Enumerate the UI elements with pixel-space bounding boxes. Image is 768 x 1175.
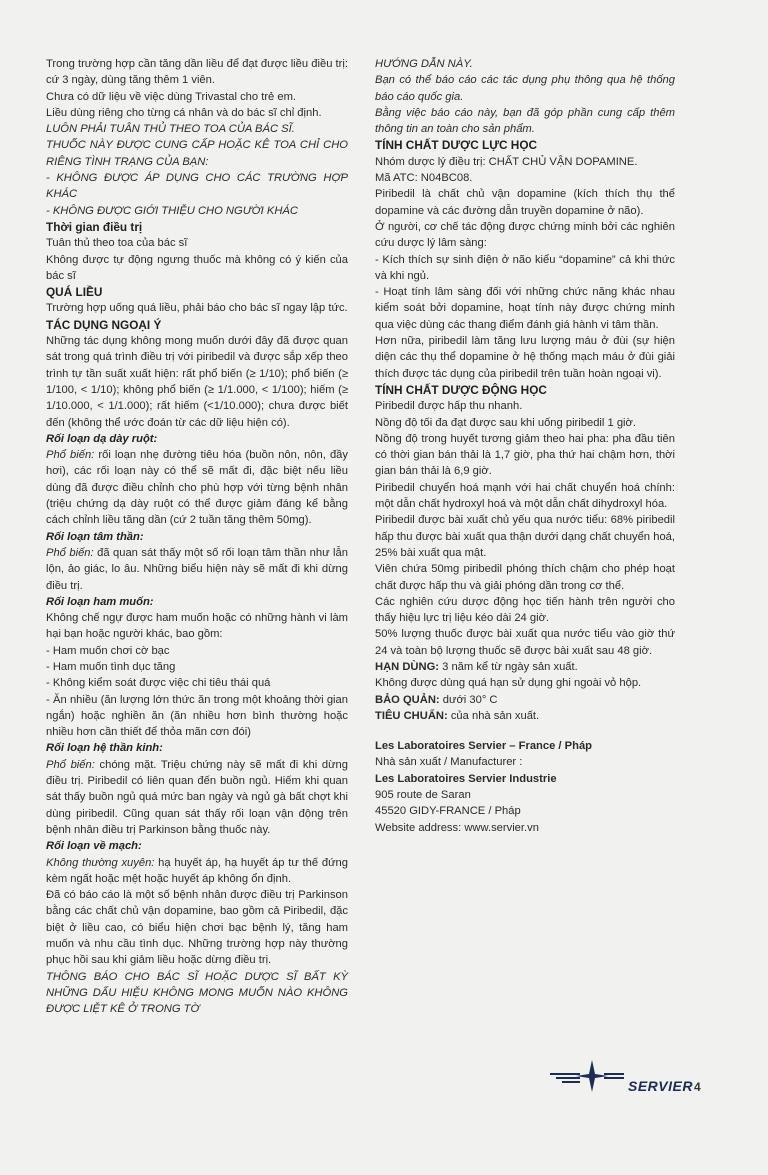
- shelf-life: [375, 659, 675, 675]
- mechanism-item-2: - Hoạt tính lâm sàng đối với những chức năng khác nhau kiểm soát bởi dopamine, hoạt tính này được chứng minh qua việc dùng các thang điểm đánh giá hành vi tâm thần.: [375, 286, 675, 331]
- metabolism-text: Piribedil chuyển hoá mạnh với hai chất chuyển hoá chính: một dẫn chất hydroxyl hoá và một dẫn chất dihydroxyl hóa.: [375, 481, 675, 511]
- piribedil-description: Piribedil là chất chủ vận dopamine (kích thích thụ thể dopamine và các đường dẫn truyền dopamine ở não).: [375, 188, 675, 217]
- impulse-disorders-heading: Rối loạn ham muốn:: [46, 595, 154, 608]
- frequency-label: Phổ biến:: [46, 758, 95, 771]
- website-address: Website address: www.servier.vn: [375, 821, 539, 834]
- nervous-system-text: [46, 757, 348, 838]
- frequency-label: Phổ biến:: [46, 449, 95, 462]
- company-name-text: Les Laboratoires Servier – France / Pháp: [375, 740, 593, 753]
- overdose-text: Trường hợp uống quá liều, phải báo cho bác sĩ ngay lập tức.: [46, 302, 348, 315]
- treatment-duration-heading: Thời gian điều trị: [46, 219, 143, 234]
- nervous-system-body: chóng mặt. Triệu chứng này sẽ mất đi khi dừng điều trị. Piribedil có liên quan đến buồn ngủ. Hiếm khi quan sát thấy buồn ngủ quá mức ban ngày và ngủ gà bất chợt khi dùng piribedil. Cũng quan sát thấy rối loạn vận động trên bệnh nhân điều trị Parkinson bằng thuốc này.: [46, 758, 349, 836]
- treatment-duration-text-1: Tuân thủ theo toa của bác sĩ: [46, 237, 188, 250]
- servier-star-icon: [548, 1056, 626, 1096]
- side-effects-heading: TÁC DỤNG NGOẠI Ý: [46, 317, 162, 332]
- shelf-life-label: HẠN DÙNG:: [375, 660, 440, 673]
- address-street: 905 route de Saran: [375, 789, 471, 802]
- pharmacokinetics-heading: TÍNH CHẤT DƯỢC ĐỘNG HỌC: [375, 382, 547, 397]
- standard-value: của nhà sản xuất.: [447, 709, 540, 722]
- impulse-item-gambling: - Ham muốn chơi cờ bạc: [46, 644, 170, 657]
- impulse-disorders-intro: Không chế ngự được ham muốn hoặc có những hành vi làm hại bạn hoặc người khác, bao gồm:: [46, 612, 348, 641]
- manufacturer-name: [375, 771, 675, 787]
- duration-effect-text: Các nghiên cứu dược động học tiến hành trên người cho thấy hiệu lực trị liệu kéo dài 24 giờ.: [375, 595, 675, 625]
- individual-dose-text: Liều dùng riêng cho từng cá nhân và do bác sĩ chỉ định.: [46, 106, 322, 119]
- impulse-item-spending: - Không kiểm soát được việc chi tiêu thái quá: [46, 677, 271, 690]
- storage: [375, 692, 675, 708]
- impulse-item-eating: - Ăn nhiều (ăn lượng lớn thức ăn trong một khoảng thời gian ngắn) hoặc nghiền ăn (ăn nhiều hơn bình thường hoặc nhiều hơn cần thiết để thỏa mãn cơn đói): [46, 693, 348, 739]
- no-other-cases-warning: - KHÔNG ĐƯỢC ÁP DỤNG CHO CÁC TRƯỜNG HỢP KHÁC: [46, 172, 348, 201]
- no-sharing-warning: - KHÔNG ĐƯỢC GIỚI THIỆU CHO NGƯỜI KHÁC: [46, 204, 298, 217]
- expiry-warning: Không được dùng quá hạn sử dụng ghi ngoài vỏ hộp.: [375, 677, 642, 690]
- atc-code: Mã ATC: N04BC08.: [375, 172, 473, 185]
- children-data-text: Chưa có dữ liệu về việc dùng Trivastal cho trẻ em.: [46, 90, 297, 103]
- psychiatric-disorders-body: đã quan sát thấy một số rối loạn tâm thần như lẫn lộn, ảo giác, lo âu. Những biểu hiện này sẽ mất đi khi dừng điều trị.: [46, 546, 348, 592]
- standard: [375, 708, 675, 724]
- release-text: Viên chứa 50mg piribedil phóng thích chậm cho phép hoạt chất được hấp thu và giải phóng dần trong cơ thể.: [375, 563, 675, 592]
- elimination-text: 50% lượng thuốc được bài xuất qua nước tiểu vào giờ thứ 24 và toàn bộ lượng thuốc sẽ được bài xuất sau 48 giờ.: [375, 628, 675, 657]
- national-reporting-text: Bạn có thể báo cáo các tác dụng phụ thông qua hệ thống báo cáo quốc gia.: [375, 74, 675, 103]
- psychiatric-disorders-heading: Rối loạn tâm thần:: [46, 530, 144, 543]
- mechanism-item-1: - Kích thích sự sinh điện ở não kiểu “dopamine” cả khi thức và khi ngủ.: [375, 253, 675, 282]
- follow-prescription-warning: LUÔN PHẢI TUÂN THỦ THEO TOA CỦA BÁC SĨ.: [46, 123, 295, 136]
- half-life-text: Nồng độ trong huyết tương giảm theo hai pha: pha đầu tiên có thời gian bán thải là 1,7 giờ, pha thứ hai chậm hơn, thời gian bán thải là 6,9 giờ.: [375, 432, 675, 478]
- pharmacodynamics-heading: TÍNH CHẤT DƯỢC LỰC HỌC: [375, 138, 538, 153]
- page-number: 4: [694, 1080, 701, 1094]
- right-column: [375, 56, 675, 836]
- dopamine-agonist-report-text: Đã có báo cáo là một số bệnh nhân được điều trị Parkinson bằng các chất chủ vận dopamine, bao gồm cả Piribedil, đặc biệt ở liều cao, có biểu hiện chơi bạc bệnh lý, tăng ham muốn và nhu cầu tình dục. Những trường hợp này thường phục hồi sau khi giảm liều hoặc dừng điều trị.: [46, 889, 348, 967]
- pharmacological-group: Nhóm dược lý điều trị: CHẤT CHỦ VẬN DOPAMINE.: [375, 155, 638, 168]
- safety-contribution-text: Bằng việc báo cáo này, bạn đã góp phần cung cấp thêm thông tin an toàn cho sản phẩm.: [375, 106, 675, 136]
- footer: [548, 1056, 708, 1100]
- side-effects-intro: Những tác dụng không mong muốn dưới đây đã được quan sát trong quá trình điều trị với piribedil và được sắp xếp theo trình tự tần suất xuất hiện: rất phổ biến (≥ 1/10); phổ biến (≥ 1/100, < 1/10); không phổ biến (≥ 1/1.000, < 1/100); hiếm (≥ 1/10.000, < 1/1.000); rất hiếm (<1/10.000); chưa được biết đến (không thể ước đoán từ các dữ liệu hiện có).: [46, 335, 348, 429]
- gi-disorders-body: rối loạn nhẹ đường tiêu hóa (buồn nôn, nôn, đầy hơi), các rối loạn này có thể sẽ mất đi, đặc biệt nếu liều dùng đã được điều chỉnh cho phù hợp với từng bệnh nhân (triệu chứng dạ dày ruột có thể được giảm đáng kể bằng cách chỉnh liều tăng dần (cứ 2 tuần tăng thêm 50mg).: [46, 449, 348, 527]
- report-to-doctor-warning: THÔNG BÁO CHO BÁC SĨ HOẶC DƯỢC SĨ BẤT KỲ NHỮNG DẤU HIỆU KHÔNG MONG MUỐN NÀO KHÔNG ĐƯỢC LIỆT KÊ Ở TRONG TỜ: [46, 970, 348, 1016]
- address-city: 45520 GIDY-FRANCE / Pháp: [375, 805, 521, 818]
- mechanism-intro: Ở người, cơ chế tác động được chứng minh bởi các nghiên cứu dược lý lâm sàng:: [375, 220, 675, 250]
- excretion-text: Piribedil được bài xuất chủ yếu qua nước tiểu: 68% piribedil hấp thu được bài xuất qua thận dưới dạng chất chuyển hoá, 25% bài xuất qua mật.: [375, 514, 675, 559]
- manufacturer-label: Nhà sản xuất / Manufacturer :: [375, 756, 523, 769]
- dose-titration-text: Trong trường hợp cần tăng dần liều để đạt được liều điều trị: cứ 3 ngày, dùng tăng thêm 1 viên.: [46, 58, 348, 87]
- gi-disorders-heading: Rối loạn dạ dày ruột:: [46, 432, 158, 445]
- frequency-label: Không thường xuyên:: [46, 856, 155, 869]
- vascular-disorders-heading: Rối loạn về mạch:: [46, 840, 142, 853]
- servier-logo-text: SERVIER: [628, 1078, 693, 1094]
- company-name: [375, 738, 675, 754]
- shelf-life-value: 3 năm kể từ ngày sản xuất.: [439, 660, 578, 673]
- standard-label: TIÊU CHUẨN:: [375, 709, 448, 722]
- report-to-doctor-warning-end: HƯỚNG DẪN NÀY.: [375, 58, 473, 70]
- gi-disorders-text: [46, 447, 348, 528]
- prescribed-only-warning: THUỐC NÀY ĐƯỢC CUNG CẤP HOẶC KÊ TOA CHỈ CHO RIÊNG TÌNH TRẠNG CỦA BẠN:: [46, 139, 348, 168]
- absorption-text: Piribedil được hấp thu nhanh.: [375, 400, 523, 413]
- storage-label: BẢO QUẢN:: [375, 693, 440, 706]
- manufacturer-name-text: Les Laboratoires Servier Industrie: [375, 772, 557, 785]
- peak-concentration-text: Nồng độ tối đa đạt được sau khi uống piribedil 1 giờ.: [375, 416, 636, 429]
- storage-value: dưới 30° C: [439, 693, 498, 706]
- vascular-disorders-body: hạ huyết áp, hạ huyết áp tư thế đứng kèm ngất hoặc mệt hoặc huyết áp không ổn định.: [46, 856, 348, 885]
- nervous-system-heading: Rối loạn hệ thần kinh:: [46, 742, 163, 755]
- left-column: [46, 56, 348, 1018]
- treatment-duration-text-2: Không được tự động ngưng thuốc mà không có ý kiến của bác sĩ: [46, 253, 348, 282]
- blood-flow-text: Hơn nữa, piribedil làm tăng lưu lượng máu ở đùi (sự hiện diện các thụ thể dopamine ở hệ thống mạch máu ở đùi giải thích được tác dụng của piribedil trên tuần hoàn ngoại vi).: [375, 335, 675, 380]
- impulse-item-libido: - Ham muốn tình dục tăng: [46, 660, 176, 673]
- vascular-disorders-text: [46, 855, 348, 888]
- overdose-heading: QUÁ LIỀU: [46, 285, 103, 300]
- frequency-label: Phổ biến:: [46, 546, 94, 559]
- psychiatric-disorders-text: [46, 545, 348, 594]
